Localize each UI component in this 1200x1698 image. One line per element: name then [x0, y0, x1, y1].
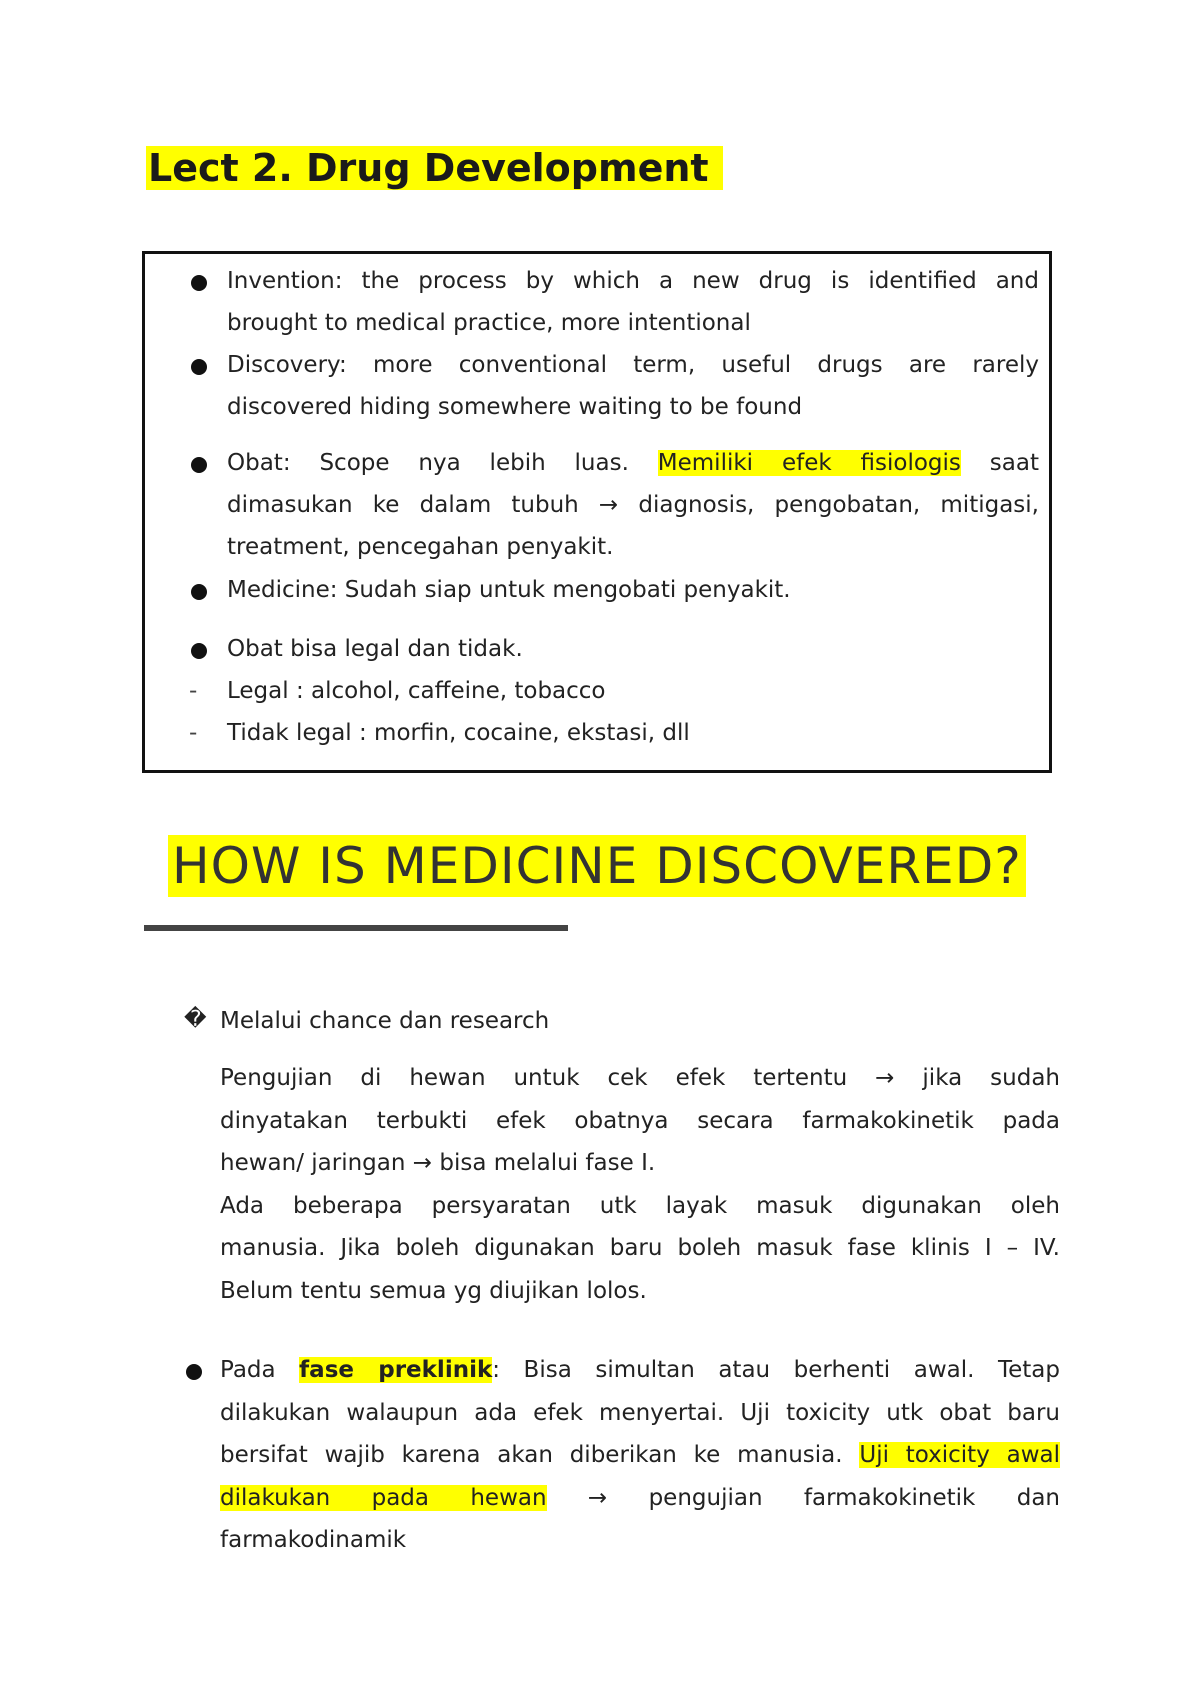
pengujian-line-3: hewan/ jaringan → bisa melalui fase I. [220, 1150, 656, 1176]
preklinik-text: Pada [220, 1357, 300, 1383]
persyaratan-line-1: Ada beberapa persyaratan utk layak masuk digunakan oleh [220, 1192, 1060, 1219]
obat-line-3: treatment, pencegahan penyakit. [227, 534, 614, 560]
obat-text: Obat: Scope nya lebih luas. [227, 450, 658, 476]
preklinik-line-1 [220, 1349, 1060, 1392]
bullet-icon [191, 584, 207, 600]
preklinik-line-3 [220, 1434, 1060, 1477]
obat-text-end: saat [960, 450, 1039, 476]
preklinik-paragraph [220, 1349, 1060, 1562]
medicine-line: Medicine: Sudah siap untuk mengobati penyakit. [227, 577, 791, 603]
bullet-icon [191, 359, 207, 375]
legal-line: Legal : alcohol, caffeine, tobacco [227, 678, 606, 704]
persyaratan-line-2: manusia. Jika boleh digunakan baru boleh masuk fase klinis I – IV. [220, 1235, 1060, 1261]
preklinik-line-2: dilakukan walaupun ada efek menyertai. Uji toxicity utk obat baru [220, 1399, 1060, 1426]
legal-intro: Obat bisa legal dan tidak. [227, 636, 523, 662]
obat-line-2: dimasukan ke dalam tubuh → diagnosis, pengobatan, mitigasi, [227, 492, 1039, 518]
invention-line-1: Invention: the process by which a new drug is identified and [227, 268, 1039, 294]
bullet-icon [191, 457, 207, 473]
definitions-box [142, 251, 1052, 773]
toxicity-highlight: Uji toxicity awal [859, 1442, 1060, 1468]
pengujian-paragraph [220, 1057, 1060, 1312]
tidak-legal-line: Tidak legal : morfin, cocaine, ekstasi, dll [227, 720, 690, 746]
discovery-line-2: discovered hiding somewhere waiting to be found [227, 394, 803, 420]
pengujian-line-1: Pengujian di hewan untuk cek efek tertentu → jika sudah [220, 1065, 1060, 1091]
unknown-glyph-icon: � [184, 1007, 207, 1032]
section-heading: HOW IS MEDICINE DISCOVERED? [168, 835, 1026, 897]
preklinik-highlight: fase preklinik [299, 1357, 493, 1383]
heading-underline [144, 925, 568, 931]
preklinik-text-end: : Bisa simultan atau berhenti awal. Tetap [492, 1357, 1060, 1383]
page-title: Lect 2. Drug Development [146, 146, 723, 190]
discovery-line-1: Discovery: more conventional term, useful drugs are rarely [227, 352, 1039, 378]
dash-marker: - [189, 720, 198, 746]
persyaratan-line-3: Belum tentu semua yg diujikan lolos. [220, 1277, 647, 1304]
hewan-highlight: dilakukan pada hewan [220, 1484, 547, 1511]
obat-highlight: Memiliki efek fisiologis [657, 450, 961, 476]
pengujian-line-2: dinyatakan terbukti efek obatnya secara farmakokinetik pada [220, 1107, 1060, 1134]
preklinik-text-end: → pengujian farmakokinetik dan [546, 1484, 1060, 1511]
preklinik-text: bersifat wajib karena akan diberikan ke manusia. [220, 1442, 860, 1468]
chance-line: Melalui chance dan research [220, 1008, 550, 1034]
invention-line-2: brought to medical practice, more intentional [227, 310, 751, 336]
preklinik-line-5: farmakodinamik [220, 1527, 407, 1553]
bullet-icon [191, 275, 207, 291]
dash-marker: - [189, 678, 198, 704]
bullet-icon [186, 1364, 202, 1380]
obat-line-1 [227, 442, 1039, 484]
bullet-icon [191, 643, 207, 659]
preklinik-line-4 [220, 1477, 1060, 1520]
